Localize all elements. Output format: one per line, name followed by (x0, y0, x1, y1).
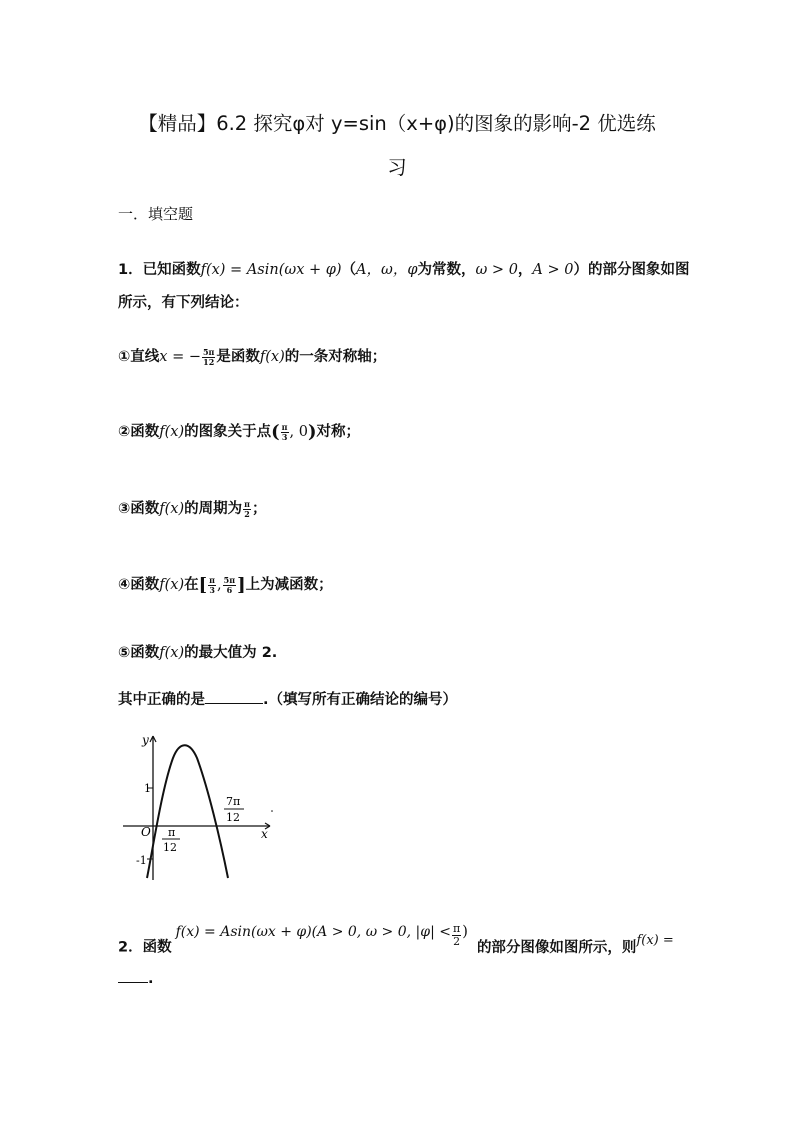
q1-cond2: A > 0 (532, 262, 574, 278)
s4-frac2-num: 5π (223, 574, 236, 585)
q1-cond1: ω > 0 (475, 262, 518, 278)
q2-answer-blank[interactable] (118, 970, 148, 983)
q1-comma: ， (517, 262, 533, 278)
q1-text-b: （ (341, 262, 357, 278)
s4-text-a: ④函数 (118, 577, 160, 593)
s3-fraction (243, 500, 251, 519)
s4-fraction-1 (208, 576, 216, 595)
q2-formula: f(x) = Asin(ωx + φ)(A > 0, ω > 0, |φ| < (175, 923, 451, 940)
s2-paren-open: ( (271, 421, 280, 443)
statement-1 (118, 345, 386, 367)
q2-fraction (452, 923, 461, 948)
x-tick-1-den: 12 (163, 841, 177, 854)
x-tick-2-den: 12 (226, 811, 240, 824)
s5-text-a: ⑤函数 (118, 645, 160, 661)
q2-line-2 (118, 970, 154, 987)
title-line-1: 【精品】6.2 探究φ对 y=sin（x+φ)的图象的影响-2 优选练 (138, 112, 656, 135)
s4-frac1-den: 3 (209, 584, 215, 595)
x-tick-1-num: π (168, 826, 176, 839)
q1-params: A，ω，φ (356, 262, 418, 278)
s2-frac-num: π (281, 421, 288, 432)
q1-text-a: 已知函数 (142, 262, 201, 278)
q2-number: 2．函数 (118, 939, 172, 956)
s4-text-c: 上为减函数； (245, 577, 333, 593)
function-graph (120, 728, 290, 883)
tick-label-neg1: -1 (136, 854, 147, 867)
answer-text-a: 其中正确的是 (118, 692, 205, 708)
q1-text-d: ）的部分图象如图 (573, 262, 690, 278)
statement-2 (118, 420, 360, 443)
q1-line-2: 所示，有下列结论： (118, 295, 249, 311)
s2-zero: , 0 (289, 424, 308, 440)
statement-4 (118, 573, 333, 596)
s1-fx: f(x) (259, 349, 285, 365)
s1-frac-den: 12 (203, 356, 215, 367)
s3-text-b: 的周期为 (184, 501, 243, 517)
stray-dot (271, 810, 273, 812)
s3-frac-num: π (244, 498, 250, 509)
s4-frac2-den: 6 (226, 584, 233, 595)
s2-fx: f(x) (159, 424, 185, 440)
statement-5 (118, 641, 277, 662)
s2-text-b: 的图象关于点 (184, 424, 272, 440)
s5-fx: f(x) (159, 645, 185, 661)
s2-text-a: ②函数 (118, 424, 160, 440)
q2-close-paren: ) (462, 923, 468, 940)
q1-number: 1． (118, 262, 143, 278)
q1-line-1 (118, 258, 690, 279)
s3-text-c: ； (252, 501, 267, 517)
s4-bracket-open: [ (198, 574, 208, 596)
s4-fx: f(x) (159, 577, 185, 593)
x-tick-2-num: 7π (226, 795, 241, 808)
q2-tail: f(x) = (636, 932, 674, 948)
s1-text-a: ①直线 (118, 349, 160, 365)
q1-formula: f(x) = Asin(ωx + φ) (200, 262, 342, 278)
s1-frac-num: 5π (202, 346, 215, 357)
s1-x: x = − (159, 349, 201, 365)
s4-text-b: 在 (184, 577, 199, 593)
statement-3 (118, 497, 267, 519)
title-line-2: 习 (387, 156, 407, 179)
s2-text-c: 对称； (316, 424, 361, 440)
s1-text-b: 是函数 (216, 349, 260, 365)
s4-comma: , (217, 577, 222, 593)
q2-frac-den: 2 (453, 935, 461, 948)
page-title (0, 102, 794, 190)
s3-text-a: ③函数 (118, 501, 160, 517)
q2-line-1 (118, 922, 674, 960)
s2-paren-close: ) (307, 421, 317, 443)
s5-text-b: 的最大值为 2. (184, 645, 278, 661)
section-heading: 一．填空题 (118, 205, 194, 223)
tick-label-1: 1 (144, 782, 151, 795)
s4-frac1-num: π (209, 574, 216, 585)
y-axis-label: y (142, 733, 149, 747)
answer-prompt (118, 688, 457, 709)
s1-text-c: 的一条对称轴； (284, 349, 387, 365)
answer-text-b: .（填写所有正确结论的编号） (263, 692, 458, 708)
q2-frac-num: π (452, 922, 461, 935)
q2-end: . (148, 971, 154, 987)
s4-bracket-close: ] (237, 574, 246, 596)
origin-label: O (141, 825, 151, 839)
s3-frac-den: 2 (244, 508, 250, 519)
s1-fraction (202, 348, 215, 367)
answer-blank[interactable] (205, 690, 263, 704)
s2-frac-den: 3 (281, 431, 288, 442)
s2-fraction (281, 423, 289, 442)
q2-text-b: 的部分图像如图所示，则 (476, 939, 637, 956)
s3-fx: f(x) (159, 501, 185, 517)
s4-fraction-2 (223, 576, 236, 595)
x-axis-label: x (261, 827, 268, 841)
sine-curve (147, 745, 228, 878)
q1-text-c: 为常数， (417, 262, 476, 278)
